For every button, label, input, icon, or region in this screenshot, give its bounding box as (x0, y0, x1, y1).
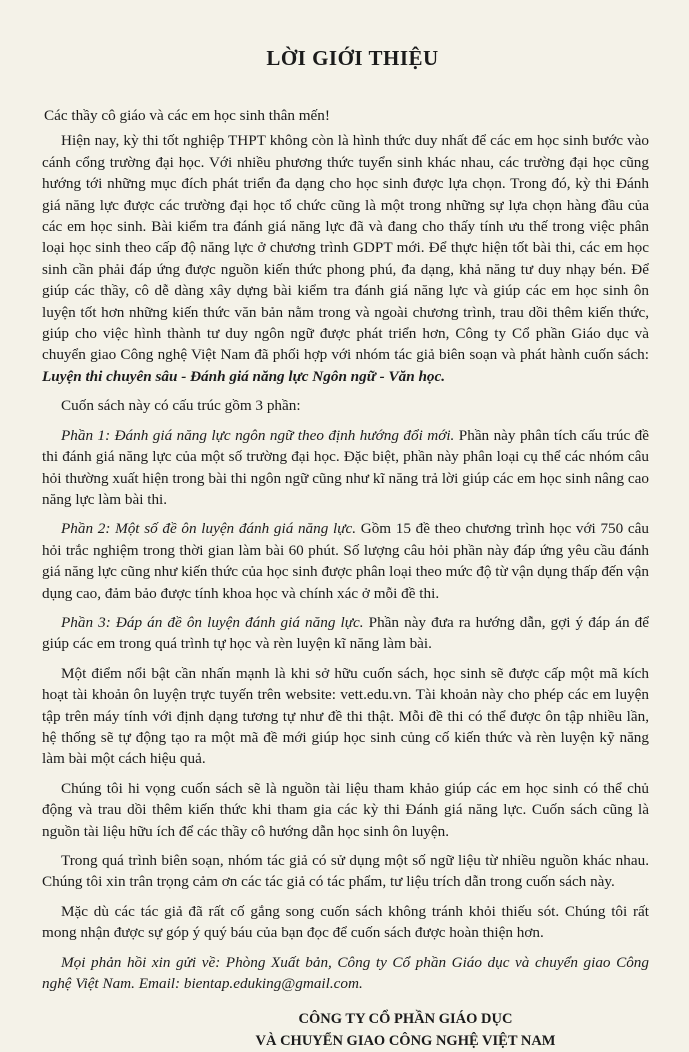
page-title: LỜI GIỚI THIỆU (266, 46, 439, 70)
highlight-paragraph: Một điểm nổi bật cần nhấn mạnh là khi sở hữu cuốn sách, học sinh sẽ được cấp một mã kích hoạt tài khoản ôn luyện trực tuyến trên website: vett.edu.vn. Tài khoản này cho phép các em luyện tập trên máy tính với định dạng tương tự như đề thi thật. Mỗi đề thi có thể được ôn tập nhiều lần, hệ thống sẽ tự động tạo ra một mã đề mới giúp học sinh củng cố kiến thức và rèn luyện kỹ năng làm bài một cách hiệu quả. (42, 664, 649, 768)
part3-title: Phần 3: Đáp án đề ôn luyện đánh giá năng lực. (61, 613, 364, 631)
book-title: Luyện thi chuyên sâu - Đánh giá năng lực Ngôn ngữ - Văn học. (42, 367, 446, 385)
part3-text: Phần này đưa ra hướng dẫn, gợi ý đáp án để giúp các em trong quá trình tự học và rèn luyện kĩ năng làm bài. (42, 613, 649, 653)
sources-paragraph: Trong quá trình biên soạn, nhóm tác giả có sử dụng một số ngữ liệu từ nhiều nguồn khác nhau. Chúng tôi xin trân trọng cảm ơn các tác giả có tác phẩm, tư liệu trích dẫn trong cuốn sách này. (42, 852, 649, 891)
structure-intro: Cuốn sách này có cấu trúc gồm 3 phần: (61, 397, 301, 415)
signature-line-1: CÔNG TY CỔ PHẦN GIÁO DỤC (298, 1011, 513, 1028)
feedback-paragraph (42, 952, 649, 995)
part1-title: Phần 1: Đánh giá năng lực ngôn ngữ theo định hướng đổi mới. (61, 426, 455, 444)
part3-paragraph (42, 612, 649, 655)
hope-paragraph: Chúng tôi hi vọng cuốn sách sẽ là nguồn tài liệu tham khảo giúp các em học sinh có thể chủ động và trau dồi thêm kiến thức khi tham gia các kỳ thi Đánh giá năng lực. Cuốn sách cũng là nguồn tài liệu hữu ích để các thầy cô hướng dẫn học sinh ôn luyện. (42, 779, 649, 840)
signature-block (42, 1008, 649, 1052)
signature-line-2: VÀ CHUYỂN GIAO CÔNG NGHỆ VIỆT NAM (255, 1033, 556, 1050)
part2-title: Phần 2: Một số đề ôn luyện đánh giá năng lực. (61, 520, 357, 538)
part1-text: Phần này phân tích cấu trúc đề thi đánh giá năng lực của một số trường đại học. Đặc biệt, phần này phân loại cụ thể các nhóm câu hỏi thường xuất hiện trong bài thi ngôn ngữ cũng như kĩ năng trả lời giúp các em học sinh nâng cao năng lực làm bài thi. (42, 426, 649, 508)
part2-paragraph (42, 518, 649, 604)
intro-text: Hiện nay, kỳ thi tốt nghiệp THPT không còn là hình thức duy nhất để các em học sinh bước vào cánh cổng trường đại học. Với nhiều phương thức tuyển sinh khác nhau, các trường đại học cũng hướng tới những mục đích phát triển đa dạng cho học sinh được lựa chọn. Trong đó, kỳ thi Đánh giá năng lực được các trường đại học tổ chức cũng là một trong những sự lựa chọn hàng đầu của các em học sinh. Bài kiểm tra đánh giá năng lực đã và đang cho thấy tính ưu thế trong việc phân loại học sinh theo cấp độ năng lực ở chương trình GDPT mới. Để thực hiện tốt bài thi, các em học sinh cần phải đáp ứng được nguồn kiến thức phong phú, đa dạng, khả năng tư duy nhạy bén. Để giúp các thầy, cô dễ dàng xây dựng bài kiểm tra đánh giá năng lực và giúp các em học sinh ôn luyện tốt hơn những kiến thức văn bản nằm trong và ngoài chương trình, trau dồi thêm kiến thức, giúp cho việc hình thành tư duy ngôn ngữ được phát triển hơn, Công ty Cổ phần Giáo dục và chuyển giao Công nghệ Việt Nam đã phối hợp với nhóm tác giả biên soạn và phát hành cuốn sách: (42, 132, 649, 364)
feedback-text: Mọi phản hồi xin gửi về: Phòng Xuất bản, Công ty Cổ phần Giáo dục và chuyển giao Công nghệ Việt Nam. Email: bientap.eduking@gmail.com. (42, 953, 649, 993)
thanks-paragraph: Mặc dù các tác giả đã rất cố gắng song cuốn sách không tránh khỏi thiếu sót. Chúng tôi rất mong nhận được sự góp ý quý báu của bạn đọc để cuốn sách được hoàn thiện hơn. (42, 902, 649, 942)
part1-paragraph (42, 425, 649, 511)
part2-text: Gồm 15 đề theo chương trình học với 750 câu hỏi trắc nghiệm trong thời gian làm bài 60 phút. Số lượng câu hỏi phần này đáp ứng yêu cầu đánh giá năng lực cũng như kiến thức của học sinh được phân loại theo mức độ từ vận dụng thấp đến vận dụng cao, đảm bảo được tính khoa học và chính xác ở mỗi đề thi. (42, 520, 649, 602)
intro-paragraph (42, 130, 649, 387)
greeting: Các thầy cô giáo và các em học sinh thân mến! (44, 107, 330, 124)
